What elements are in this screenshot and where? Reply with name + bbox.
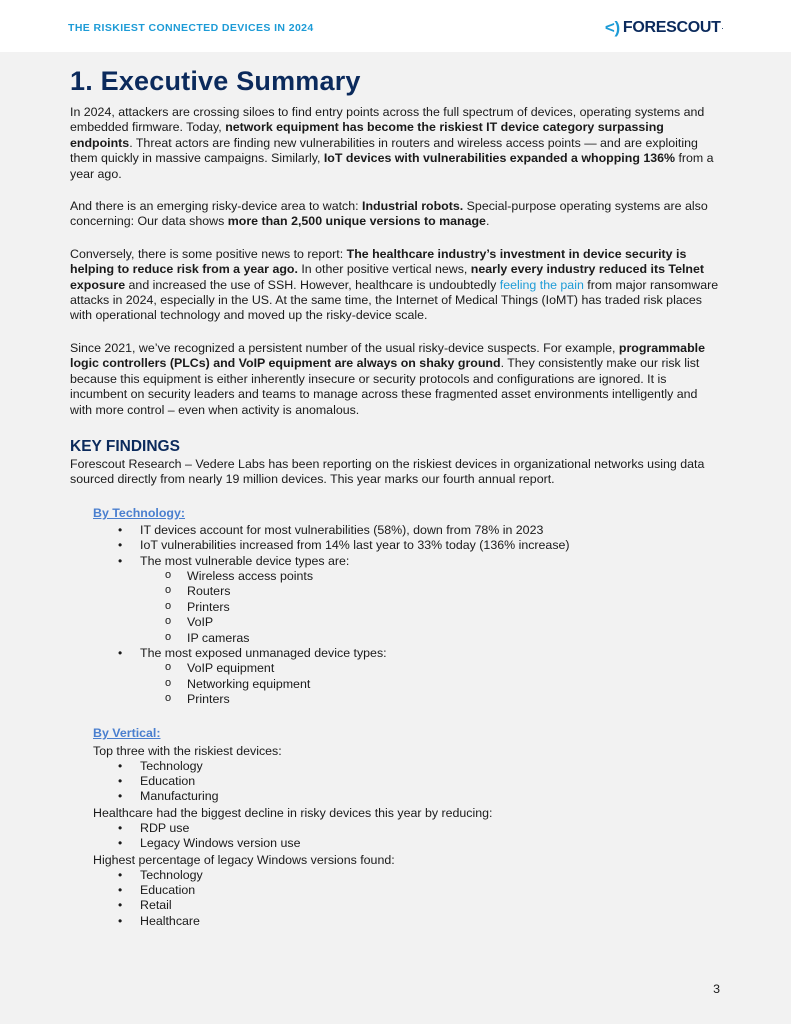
forescout-logo [605,18,723,38]
list-item: • IT devices account for most vulnerabilities (58%), down from 78% in 2023 [116,523,722,538]
logo-mark-icon: <) [604,18,620,37]
legacy-windows-list [116,868,722,930]
section-heading: 1. Executive Summary [70,66,361,96]
paragraph-1: In 2024, attackers are crossing siloes to find entry points across the full spectrum of devices, operating systems and embedded firmware. Today, network equipment has become the riskiest IT device category surpassing endpoints. Threat actors are finding new vulnerabilities in routers and wireless access points — and are exploiting them quickly in massive campaigns. Similarly, IoT devices with vulnerabilities expanded a whopping 136% from a year ago. [70,105,714,181]
list-item: • The most vulnerable device types are: o Wireless access points o Routers o Printers o VoIP o IP cameras [116,554,722,646]
page-number: 3 [713,982,720,996]
logo-text: FORESCOUT [622,19,721,36]
list-item: o Wireless access points [163,569,722,584]
list-item: o VoIP [163,615,722,630]
vulnerable-types-list [163,569,722,646]
list-item: • Manufacturing [116,789,722,804]
list-item: o VoIP equipment [163,661,722,676]
list-item: o Routers [163,584,722,599]
list-item: o IP cameras [163,631,722,646]
decline-list [116,821,722,852]
list-item: o Printers [163,600,722,615]
by-vertical-label: By Vertical: [93,725,161,740]
list-item: • RDP use [116,821,722,836]
list-item: • Education [116,883,722,898]
list-item: • Healthcare [116,914,722,929]
technology-list [116,523,722,708]
logo-trademark: . [721,25,723,31]
paragraph-4: Since 2021, we’ve recognized a persistent number of the usual risky-device suspects. For example, programmable logic controllers (PLCs) and VoIP equipment are always on shaky ground. They consistently make our risk list because this equipment is either inherently insecure or security protocols and configurations are ignored. It is incumbent on security leaders and teams to manage across these fragmented asset environments intelligently and with more control – even when activity is anomalous. [70,340,705,417]
paragraph-2: And there is an emerging risky-device area to watch: Industrial robots. Special-purpose operating systems are also concerning: Our data shows more than 2,500 unique versions to manage. [70,199,708,229]
list-item: • IoT vulnerabilities increased from 14% last year to 33% today (136% increase) [116,538,722,553]
page-content [70,66,722,929]
list-item: o Printers [163,692,722,707]
page-header [0,0,791,52]
list-item: • Technology [116,759,722,774]
key-findings-intro: Forescout Research – Vedere Labs has been reporting on the riskiest devices in organizational networks using data sourced directly from nearly 19 million devices. This year marks our fourth annual report. [70,456,705,487]
by-technology-label: By Technology: [93,505,186,520]
list-item: • Legacy Windows version use [116,836,722,851]
list-item: o Networking equipment [163,677,722,692]
document-title: THE RISKIEST CONNECTED DEVICES IN 2024 [68,22,314,34]
exposed-types-list [163,661,722,707]
list-item: • Education [116,774,722,789]
legacy-windows-intro: Highest percentage of legacy Windows versions found: [93,852,395,867]
top-three-intro: Top three with the riskiest devices: [93,743,282,758]
key-findings-heading: KEY FINDINGS [70,437,180,455]
feeling-the-pain-link[interactable]: feeling the pain [499,277,584,292]
paragraph-3: Conversely, there is some positive news to report: The healthcare industry’s investment in device security is helping to reduce risk from a year ago. In other positive vertical news, nearly every industry reduced its Telnet exposure and increased the use of SSH. However, healthcare is undoubtedly feeling the pain from major ransomware attacks in 2024, especially in the US. At the same time, the Internet of Medical Things (IoMT) has traded risk places with operational technology and moved up the risky-device scale. [70,246,719,323]
list-item: • Technology [116,868,722,883]
healthcare-decline-intro: Healthcare had the biggest decline in risky devices this year by reducing: [93,805,493,820]
list-item: • The most exposed unmanaged device types: o VoIP equipment o Networking equipment o Printers [116,646,722,708]
list-item: • Retail [116,898,722,913]
top-verticals-list [116,759,722,805]
